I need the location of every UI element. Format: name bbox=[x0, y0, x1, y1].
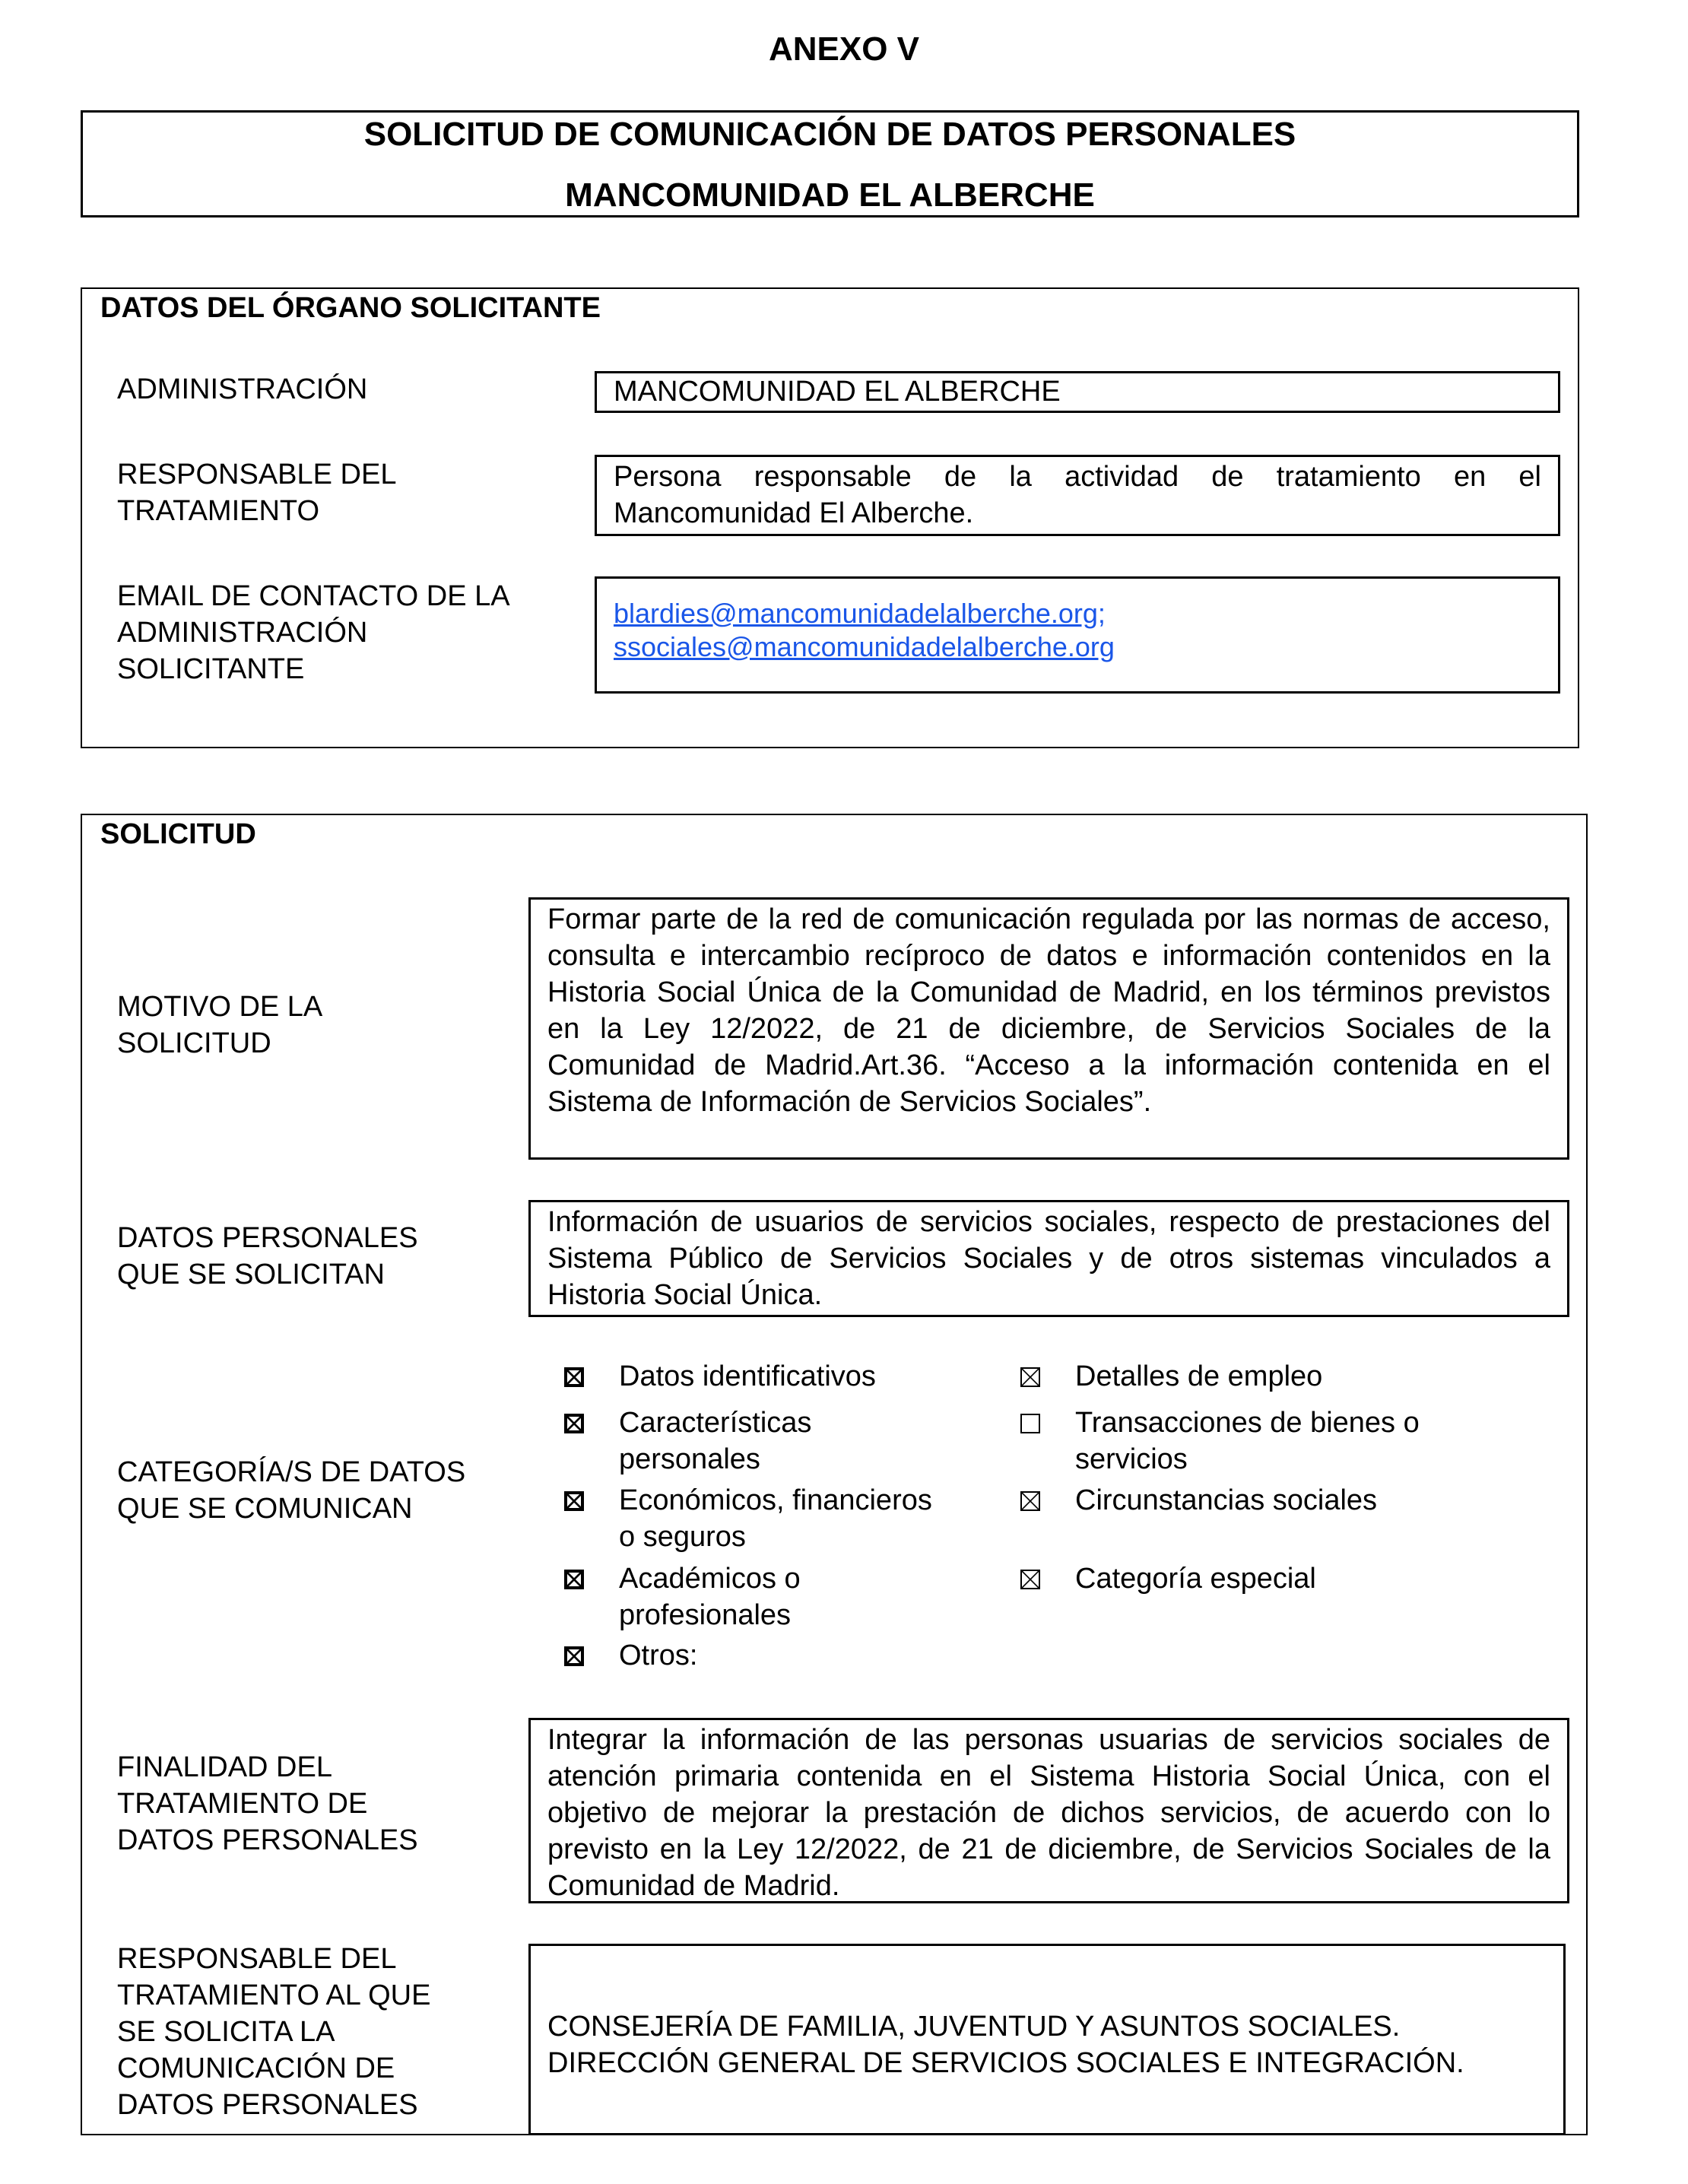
checkbox-label: Detalles de empleo bbox=[1075, 1360, 1323, 1392]
motivo-field[interactable] bbox=[528, 897, 1569, 1160]
solicitud-heading: SOLICITUD bbox=[100, 818, 256, 850]
organo-heading: DATOS DEL ÓRGANO SOLICITANTE bbox=[100, 292, 601, 324]
email-label bbox=[117, 578, 510, 687]
annex-heading: ANEXO V bbox=[768, 30, 920, 68]
responsable-label-line: TRATAMIENTO bbox=[117, 495, 319, 527]
checkbox-item[interactable] bbox=[1020, 1358, 1322, 1395]
datos-personales-label-line: QUE SE SOLICITAN bbox=[117, 1259, 385, 1290]
responsable-field[interactable] bbox=[595, 455, 1560, 536]
datos-personales-label-line: DATOS PERSONALES bbox=[117, 1222, 418, 1254]
checkbox-item[interactable] bbox=[1020, 1482, 1377, 1519]
checkbox-item[interactable] bbox=[1020, 1405, 1420, 1478]
destinatario-label-line: SE SOLICITA LA bbox=[117, 2016, 335, 2048]
checkbox-label: o seguros bbox=[619, 1521, 746, 1553]
datos-personales-field[interactable] bbox=[528, 1200, 1569, 1317]
motivo-label bbox=[117, 989, 322, 1062]
finalidad-field[interactable] bbox=[528, 1718, 1569, 1903]
destinatario-value-line: DIRECCIÓN GENERAL DE SERVICIOS SOCIALES E INTEGRACIÓN. bbox=[547, 2047, 1464, 2079]
checkbox-item[interactable] bbox=[564, 1482, 932, 1555]
checkbox-label: Circunstancias sociales bbox=[1075, 1484, 1378, 1516]
checkbox-label: servicios bbox=[1075, 1443, 1188, 1475]
title-box bbox=[81, 110, 1579, 217]
checkbox-label: Transacciones de bienes o bbox=[1075, 1407, 1420, 1439]
checkbox-label: Datos identificativos bbox=[619, 1360, 876, 1392]
checkbox-label: Características bbox=[619, 1407, 812, 1439]
responsable-label bbox=[117, 456, 396, 529]
checked-box-icon[interactable] bbox=[1020, 1367, 1040, 1387]
destinatario-label-line: TRATAMIENTO AL QUE bbox=[117, 1979, 431, 2011]
finalidad-label-line: FINALIDAD DEL bbox=[117, 1751, 332, 1783]
administracion-value: MANCOMUNIDAD EL ALBERCHE bbox=[614, 376, 1061, 408]
checkbox-item[interactable] bbox=[564, 1358, 876, 1395]
unchecked-box-icon[interactable] bbox=[1020, 1414, 1040, 1433]
destinatario-label-line: COMUNICACIÓN DE bbox=[117, 2052, 395, 2084]
responsable-value: Persona responsable de la actividad de tratamiento en el Mancomunidad El Alberche. bbox=[614, 461, 1541, 529]
checked-box-icon[interactable] bbox=[1020, 1491, 1040, 1511]
checked-box-icon[interactable] bbox=[564, 1491, 584, 1511]
destinatario-label-line: RESPONSABLE DEL bbox=[117, 1943, 397, 1975]
email-label-line: ADMINISTRACIÓN bbox=[117, 617, 368, 649]
email-label-line: SOLICITANTE bbox=[117, 653, 305, 685]
checked-box-icon[interactable] bbox=[564, 1570, 584, 1589]
datos-personales-label bbox=[117, 1220, 418, 1293]
checkbox-label: Académicos o bbox=[619, 1563, 801, 1595]
checkbox-label: profesionales bbox=[619, 1599, 792, 1631]
destinatario-label bbox=[117, 1941, 430, 2123]
finalidad-label-line: TRATAMIENTO DE bbox=[117, 1788, 368, 1820]
document-title: SOLICITUD DE COMUNICACIÓN DE DATOS PERSONALES bbox=[363, 116, 1296, 153]
destinatario-label-line: DATOS PERSONALES bbox=[117, 2089, 418, 2121]
checkbox-item[interactable] bbox=[564, 1637, 697, 1674]
categorias-label-line: CATEGORÍA/S DE DATOS bbox=[117, 1456, 466, 1488]
checkbox-item[interactable] bbox=[1020, 1560, 1316, 1597]
checked-box-icon[interactable] bbox=[1020, 1570, 1040, 1589]
datos-personales-value: Información de usuarios de servicios sociales, respecto de prestaciones del Sistema Público de Servicios Sociales y de otros sistemas vinculados a Historia Social Única. bbox=[547, 1206, 1550, 1311]
categorias-label-line: QUE SE COMUNICAN bbox=[117, 1493, 413, 1525]
administracion-label-text: ADMINISTRACIÓN bbox=[117, 373, 368, 405]
finalidad-value: Integrar la información de las personas usuarias de servicios sociales de atención primaria contenida en el Sistema Historia Social Única, con el objetivo de mejorar la prestación de dichos servicios, de acuerdo con lo previsto en la Ley 12/2022, de 21 de diciembre, de Servicios Sociales de la Comunidad de Madrid. bbox=[547, 1724, 1550, 1902]
categorias-label bbox=[117, 1454, 465, 1527]
motivo-label-line: SOLICITUD bbox=[117, 1027, 271, 1059]
email-label-line: EMAIL DE CONTACTO DE LA bbox=[117, 580, 510, 612]
checkbox-item[interactable] bbox=[564, 1560, 801, 1633]
motivo-value: Formar parte de la red de comunicación regulada por las normas de acceso, consulta e intercambio recíproco de datos e información contenidos en la Historia Social Única de la Comunidad de Madrid, en los términos previstos en la Ley 12/2022, de 21 de diciembre, de Servicios Sociales de la Comunidad de Madrid.Art.36. “Acceso a la información contenida en el Sistema de Información de Servicios Sociales”. bbox=[547, 903, 1550, 1118]
motivo-label-line: MOTIVO DE LA bbox=[117, 991, 323, 1023]
administracion-label bbox=[117, 371, 367, 408]
checked-box-icon[interactable] bbox=[564, 1414, 584, 1433]
destinatario-field[interactable] bbox=[528, 1944, 1566, 2135]
email-field[interactable] bbox=[595, 576, 1560, 694]
email-list bbox=[614, 597, 1541, 664]
administracion-field[interactable] bbox=[595, 371, 1560, 413]
email-link[interactable]: blardies@mancomunidadelalberche.org; bbox=[614, 598, 1106, 629]
destinatario-value bbox=[547, 2008, 1547, 2081]
email-link[interactable]: ssociales@mancomunidadelalberche.org bbox=[614, 631, 1115, 662]
checkbox-label: Económicos, financieros bbox=[619, 1484, 932, 1516]
finalidad-label-line: DATOS PERSONALES bbox=[117, 1824, 418, 1856]
document-subtitle: MANCOMUNIDAD EL ALBERCHE bbox=[565, 176, 1095, 214]
checkbox-item[interactable] bbox=[564, 1405, 811, 1478]
responsable-label-line: RESPONSABLE DEL bbox=[117, 459, 397, 490]
checkbox-label: personales bbox=[619, 1443, 760, 1475]
finalidad-label bbox=[117, 1749, 418, 1859]
checkbox-label: Otros: bbox=[619, 1640, 698, 1671]
destinatario-value-line: CONSEJERÍA DE FAMILIA, JUVENTUD Y ASUNTOS SOCIALES. bbox=[547, 2011, 1401, 2043]
checkbox-label: Categoría especial bbox=[1075, 1563, 1316, 1595]
checked-box-icon[interactable] bbox=[564, 1367, 584, 1387]
checked-box-icon[interactable] bbox=[564, 1646, 584, 1666]
